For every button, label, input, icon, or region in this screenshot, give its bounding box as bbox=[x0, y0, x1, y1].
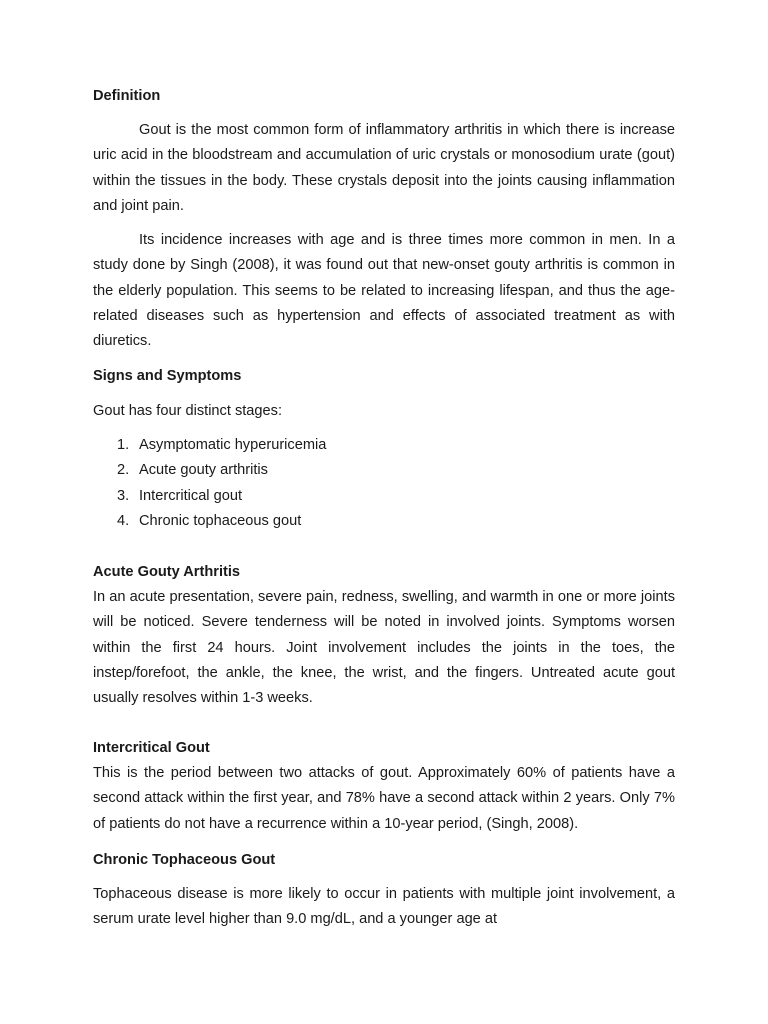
acute-paragraph: In an acute presentation, severe pain, redness, swelling, and warmth in one or more joints will be noticed. Severe tenderness will be noted in involved joints. Symptoms worsen within the first 24 hours. Joint involvement includes the joints in the toes, the instep/forefoot, the ankle, the knee, the wrist, and the fingers. Untreated acute gout usually resolves within 1-3 weeks. bbox=[93, 589, 675, 707]
list-item-text: Chronic tophaceous gout bbox=[139, 512, 302, 529]
list-item-text: Acute gouty arthritis bbox=[139, 462, 268, 479]
list-item bbox=[93, 509, 675, 534]
definition-heading: Definition bbox=[93, 88, 161, 104]
list-number: 3. bbox=[117, 487, 130, 504]
intercritical-paragraph: This is the period between two attacks of gout. Approximately 60% of patients have a second attack within the first year, and 78% have a second attack within 2 years. Only 7% of patients do not have a recurrence within a 10-year period, (Singh, 2008). bbox=[93, 765, 675, 832]
chronic-paragraph: Tophaceous disease is more likely to occur in patients with multiple joint involvement, a serum urate level higher than 9.0 mg/dL, and a younger age at bbox=[93, 886, 675, 928]
list-item-text: Asymptomatic hyperuricemia bbox=[139, 437, 327, 453]
list-number: 1. bbox=[117, 437, 130, 453]
signs-intro: Gout has four distinct stages: bbox=[93, 403, 283, 419]
chronic-heading: Chronic Tophaceous Gout bbox=[93, 852, 276, 868]
intercritical-heading: Intercritical Gout bbox=[93, 740, 210, 756]
definition-paragraph-2: Its incidence increases with age and is three times more common in men. In a study done by Singh (2008), it was found out that new-onset gouty arthritis is common in the elderly population. This seems to be related to increasing lifespan, and thus the age-related diseases such as hypertension and effects of associated treatment as with diuretics. bbox=[93, 232, 675, 350]
list-item bbox=[93, 433, 675, 458]
list-number: 4. bbox=[117, 512, 130, 529]
stages-list bbox=[93, 433, 675, 534]
list-item bbox=[93, 458, 675, 483]
list-number: 2. bbox=[117, 462, 130, 479]
list-item-text: Intercritical gout bbox=[139, 487, 243, 504]
definition-paragraph-1: Gout is the most common form of inflammatory arthritis in which there is increase uric acid in the bloodstream and accumulation of uric crystals or monosodium urate (gout) within the tissues in the body. These crystals deposit into the joints causing inflammation and joint pain. bbox=[93, 122, 675, 214]
list-item bbox=[93, 484, 675, 509]
acute-heading: Acute Gouty Arthritis bbox=[93, 564, 241, 580]
signs-heading: Signs and Symptoms bbox=[93, 368, 242, 384]
